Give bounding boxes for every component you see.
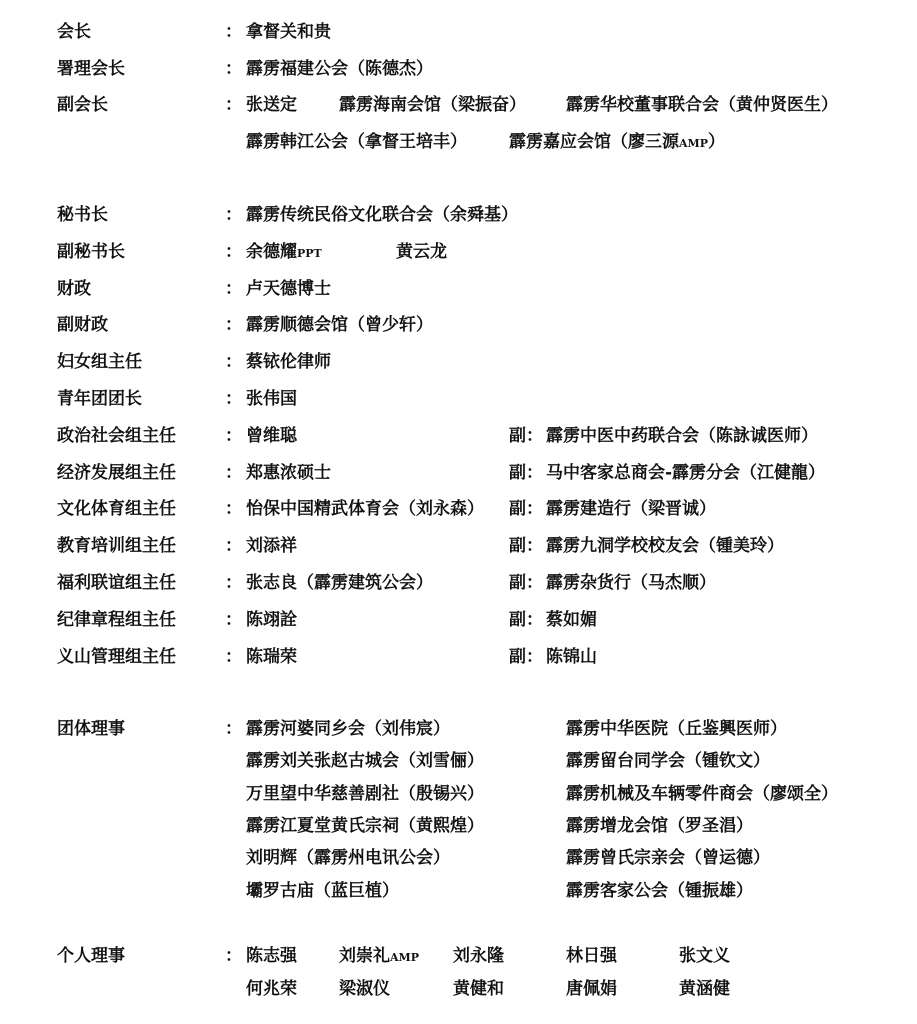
title-suffix: AMP [390, 951, 419, 964]
group-director-left: 霹雳江夏堂黄氏宗祠（黄熙煌） [246, 816, 484, 836]
colon: ： [225, 315, 242, 335]
committee-head: 怡保中国精武体育会（刘永森） [246, 499, 484, 519]
deputy-prefix: 副： [509, 463, 543, 483]
colon: ： [225, 242, 242, 262]
committee-label: 福利联谊组主任 [57, 573, 176, 593]
individual-director: 刘永隆 [453, 946, 504, 966]
group-director-right: 霹雳中华医院（丘鉴興医师） [566, 719, 787, 739]
colon: ： [225, 389, 242, 409]
colon: ： [225, 95, 242, 115]
committee-label: 经济发展组主任 [57, 463, 176, 483]
secretary-name: 霹雳传统民俗文化联合会（余舜基） [246, 205, 518, 225]
treasurer-name: 卢天德博士 [246, 279, 331, 299]
close-paren: ） [707, 132, 725, 152]
colon: ： [225, 610, 242, 630]
group-director-right: 霹雳曾氏宗亲会（曾运德） [566, 848, 770, 868]
colon: ： [225, 499, 242, 519]
deputy-treasurer-name: 霹雳顺德会馆（曾少轩） [246, 315, 433, 335]
colon: ： [225, 463, 242, 483]
colon: ： [225, 573, 242, 593]
title-suffix: PPT [297, 247, 322, 260]
committee-label: 文化体育组主任 [57, 499, 176, 519]
label-treasurer: 财政 [57, 279, 91, 299]
label-vice-president: 副会长 [57, 95, 108, 115]
committee-label: 纪律章程组主任 [57, 610, 176, 630]
president-name: 拿督关和贵 [246, 22, 331, 42]
committee-deputy: 霹雳建造行（梁晋诚） [546, 499, 716, 519]
group-director-left: 壩罗古庙（蓝巨植） [246, 881, 399, 901]
individual-director: 张文义 [679, 946, 730, 966]
deputy-prefix: 副： [509, 573, 543, 593]
committee-deputy: 陈锦山 [546, 647, 597, 667]
committee-deputy: 蔡如媚 [546, 610, 597, 630]
colon: ： [225, 946, 242, 966]
women-head-name: 蔡铱伦律师 [246, 352, 331, 372]
label-women: 妇女组主任 [57, 352, 142, 372]
colon: ： [225, 536, 242, 556]
youth-head-name: 张伟国 [246, 389, 297, 409]
vice-president-2: 霹雳海南会馆（梁振奋） [339, 95, 526, 115]
committee-deputy: 霹雳中医中药联合会（陈詠诚医师） [546, 426, 818, 446]
deputy-prefix: 副： [509, 536, 543, 556]
colon: ： [225, 22, 242, 42]
deputy-prefix: 副： [509, 647, 543, 667]
group-director-right: 霹雳留台同学会（锺钦文） [566, 751, 770, 771]
group-director-right: 霹雳增龙会馆（罗圣淐） [566, 816, 753, 836]
label-acting-president: 署理会长 [57, 59, 125, 79]
group-director-left: 霹雳河婆同乡会（刘伟宸） [246, 719, 450, 739]
individual-director: 何兆荣 [246, 979, 297, 999]
individual-director: 黄健和 [453, 979, 504, 999]
vice-president-5 [509, 132, 725, 154]
colon: ： [225, 426, 242, 446]
label-president: 会长 [57, 22, 91, 42]
label-deputy-treasurer: 副财政 [57, 315, 108, 335]
label-deputy-secretary: 副秘书长 [57, 242, 125, 262]
individual-director: 林日强 [566, 946, 617, 966]
label-individual-directors: 个人理事 [57, 946, 125, 966]
individual-director: 唐佩娟 [566, 979, 617, 999]
deputy-secretary-2: 黄云龙 [396, 242, 447, 262]
vice-president-5-name: 霹雳嘉应会馆（廖三源 [509, 132, 679, 152]
colon: ： [225, 352, 242, 372]
deputy-secretary-1-name: 余德耀 [246, 242, 297, 262]
colon: ： [225, 647, 242, 667]
committee-label: 教育培训组主任 [57, 536, 176, 556]
committee-head: 曾维聪 [246, 426, 297, 446]
individual-director-name: 刘崇礼 [339, 946, 390, 966]
deputy-secretary-1 [246, 242, 322, 264]
committee-head: 刘添祥 [246, 536, 297, 556]
vice-president-4: 霹雳韩江公会（拿督王培丰） [246, 132, 467, 152]
individual-director: 陈志强 [246, 946, 297, 966]
committee-deputy: 马中客家总商会-霹雳分会（江健龍） [546, 463, 826, 483]
group-director-left: 霹雳刘关张赵古城会（刘雪俪） [246, 751, 484, 771]
committee-head: 郑惠浓硕士 [246, 463, 331, 483]
label-group-directors: 团体理事 [57, 719, 125, 739]
colon: ： [225, 205, 242, 225]
individual-director [339, 946, 419, 968]
deputy-prefix: 副： [509, 499, 543, 519]
deputy-prefix: 副： [509, 426, 543, 446]
group-director-right: 霹雳机械及车辆零件商会（廖颂全） [566, 784, 838, 804]
title-suffix: AMP [679, 137, 708, 150]
individual-director: 梁淑仪 [339, 979, 390, 999]
deputy-prefix: 副： [509, 610, 543, 630]
group-director-right: 霹雳客家公会（锺振雄） [566, 881, 753, 901]
vice-president-1: 张送定 [246, 95, 297, 115]
committee-head: 陈瑞荣 [246, 647, 297, 667]
individual-director: 黄涵健 [679, 979, 730, 999]
colon: ： [225, 59, 242, 79]
committee-head: 张志良（霹雳建筑公会） [246, 573, 433, 593]
group-director-left: 万里望中华慈善剧社（殷锡兴） [246, 784, 484, 804]
label-secretary: 秘书长 [57, 205, 108, 225]
acting-president-name: 霹雳福建公会（陈德杰） [246, 59, 433, 79]
vice-president-3: 霹雳华校董事联合会（黄仲贤医生） [566, 95, 838, 115]
committee-label: 义山管理组主任 [57, 647, 176, 667]
committee-head: 陈翊詮 [246, 610, 297, 630]
committee-label: 政治社会组主任 [57, 426, 176, 446]
label-youth: 青年团团长 [57, 389, 142, 409]
colon: ： [225, 719, 242, 739]
group-director-left: 刘明辉（霹雳州电讯公会） [246, 848, 450, 868]
colon: ： [225, 279, 242, 299]
committee-deputy: 霹雳杂货行（马杰顺） [546, 573, 716, 593]
committee-deputy: 霹雳九洞学校校友会（锺美玲） [546, 536, 784, 556]
